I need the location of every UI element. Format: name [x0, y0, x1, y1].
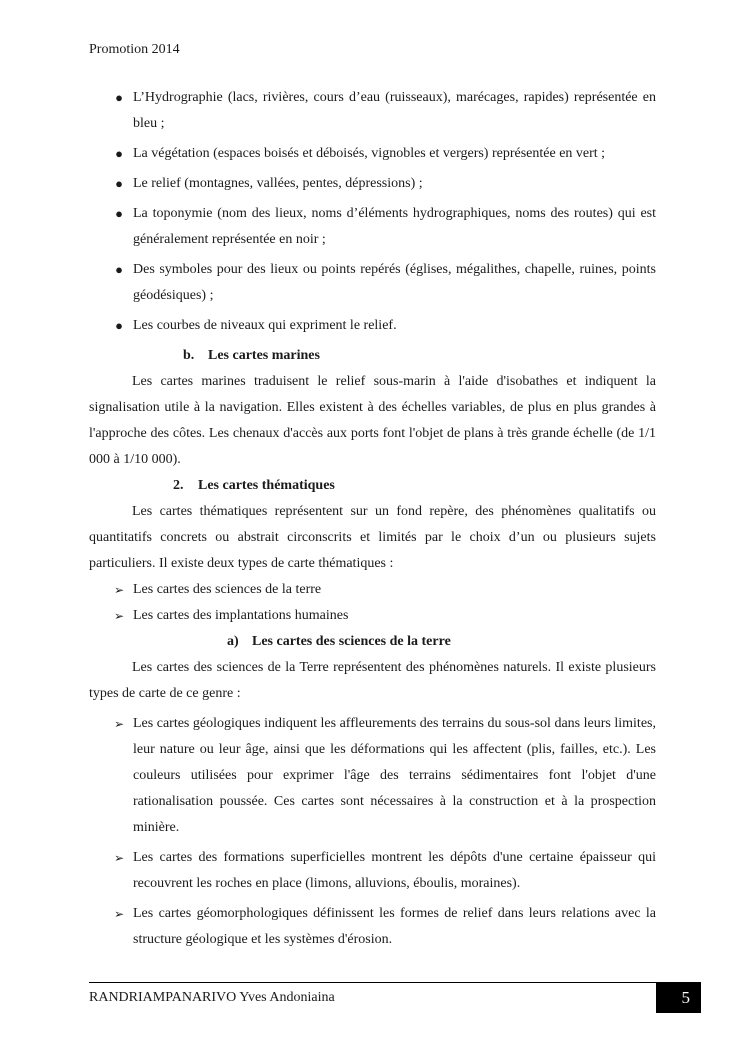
- paragraph-cartes-marines: Les cartes marines traduisent le relief sous-marin à l'aide d'isobathes et indiquent la signalisation utile à la navigation. Elles existent à des échelles variables, de plus en plus grandes à l'approche des côtes. Les chenaux d'accès aux ports font l'objet de plans à très grande échelle (de 1/1 000 à 1/10 000).: [89, 374, 656, 467]
- bullet-dot-icon: ●: [115, 90, 123, 105]
- list-item-text: Les cartes des formations superficielles montrent les dépôts d'une certaine épaisseur qui recouvrent les roches en place (limons, alluvions, éboulis, moraines).: [133, 850, 656, 891]
- arrow-bullet-icon: ➢: [113, 851, 125, 865]
- bullet-dot-icon: ●: [115, 318, 123, 333]
- list-item: [89, 845, 656, 897]
- heading-number: b.: [183, 348, 195, 363]
- bullet-dot-icon: ●: [115, 176, 123, 191]
- bullet-dot-icon: ●: [115, 262, 123, 277]
- list-item-text: Les cartes des implantations humaines: [133, 608, 349, 623]
- list-item-text: Des symboles pour des lieux ou points repérés (églises, mégalithes, chapelle, ruines, points géodésiques) ;: [133, 262, 656, 303]
- types-arrow-list: [89, 577, 656, 629]
- list-item-text: Les cartes des sciences de la terre: [133, 582, 322, 597]
- page-number: 5: [681, 988, 690, 1007]
- list-item: [89, 257, 656, 309]
- list-item: [89, 901, 656, 953]
- list-item-text: L’Hydrographie (lacs, rivières, cours d’eau (ruisseaux), marécages, rapides) représentée en bleu ;: [133, 90, 656, 131]
- heading-number: 2.: [173, 478, 184, 493]
- arrow-bullet-icon: ➢: [113, 583, 125, 597]
- list-item-text: Le relief (montagnes, vallées, pentes, dépressions) ;: [133, 176, 423, 191]
- list-item: [89, 85, 656, 137]
- list-item-text: Les cartes géologiques indiquent les affleurements des terrains du sous-sol dans leurs limites, leur nature ou leur âge, ainsi que les déformations qui les affectent (plis, failles, etc.). Les couleurs utilisées pour exprimer l'âge des terrains sédimentaires font l'objet d'une rationalisation poussée. Ces cartes sont nécessaires à la construction et à la prospection minière.: [133, 716, 656, 835]
- page-content: [89, 85, 656, 957]
- page-number-box: [656, 982, 701, 1013]
- list-item: [89, 577, 656, 603]
- list-item: [89, 711, 656, 841]
- bullet-dot-icon: ●: [115, 206, 123, 221]
- list-item: [89, 141, 656, 167]
- heading-sciences-terre: [89, 629, 656, 655]
- list-item-text: La toponymie (nom des lieux, noms d’éléments hydrographiques, noms des routes) qui est généralement représentée en noir ;: [133, 206, 656, 247]
- list-item: [89, 171, 656, 197]
- arrow-bullet-icon: ➢: [113, 907, 125, 921]
- sciences-arrow-list: [89, 711, 656, 953]
- paragraph-sciences-terre: Les cartes des sciences de la Terre représentent des phénomènes naturels. Il existe plusieurs types de carte de ce genre :: [89, 660, 656, 701]
- heading-cartes-marines: [89, 343, 656, 369]
- list-item-text: Les cartes géomorphologiques définissent les formes de relief dans leurs relations avec la structure géologique et les systèmes d'érosion.: [133, 906, 656, 947]
- bullet-dot-icon: ●: [115, 146, 123, 161]
- heading-title: Les cartes des sciences de la terre: [252, 634, 451, 649]
- heading-title: Les cartes marines: [208, 348, 320, 363]
- footer-divider: [89, 982, 656, 983]
- page-header: Promotion 2014: [89, 42, 180, 57]
- heading-title: Les cartes thématiques: [198, 478, 335, 493]
- arrow-bullet-icon: ➢: [113, 609, 125, 623]
- footer-author: RANDRIAMPANARIVO Yves Andoniaina: [89, 990, 335, 1005]
- top-bullet-list: [89, 85, 656, 339]
- heading-number: a): [227, 634, 239, 649]
- list-item: [89, 201, 656, 253]
- list-item: [89, 603, 656, 629]
- arrow-bullet-icon: ➢: [113, 717, 125, 731]
- paragraph-cartes-thematiques: Les cartes thématiques représentent sur un fond repère, des phénomènes qualitatifs ou quantitatifs concrets ou abstrait circonscrits et limités par le choix d’un ou plusieurs sujets particuliers. Il existe deux types de carte thématiques :: [89, 504, 656, 571]
- list-item: [89, 313, 656, 339]
- heading-cartes-thematiques: [89, 473, 656, 499]
- list-item-text: La végétation (espaces boisés et déboisés, vignobles et vergers) représentée en vert ;: [133, 146, 606, 161]
- list-item-text: Les courbes de niveaux qui expriment le relief.: [133, 318, 397, 333]
